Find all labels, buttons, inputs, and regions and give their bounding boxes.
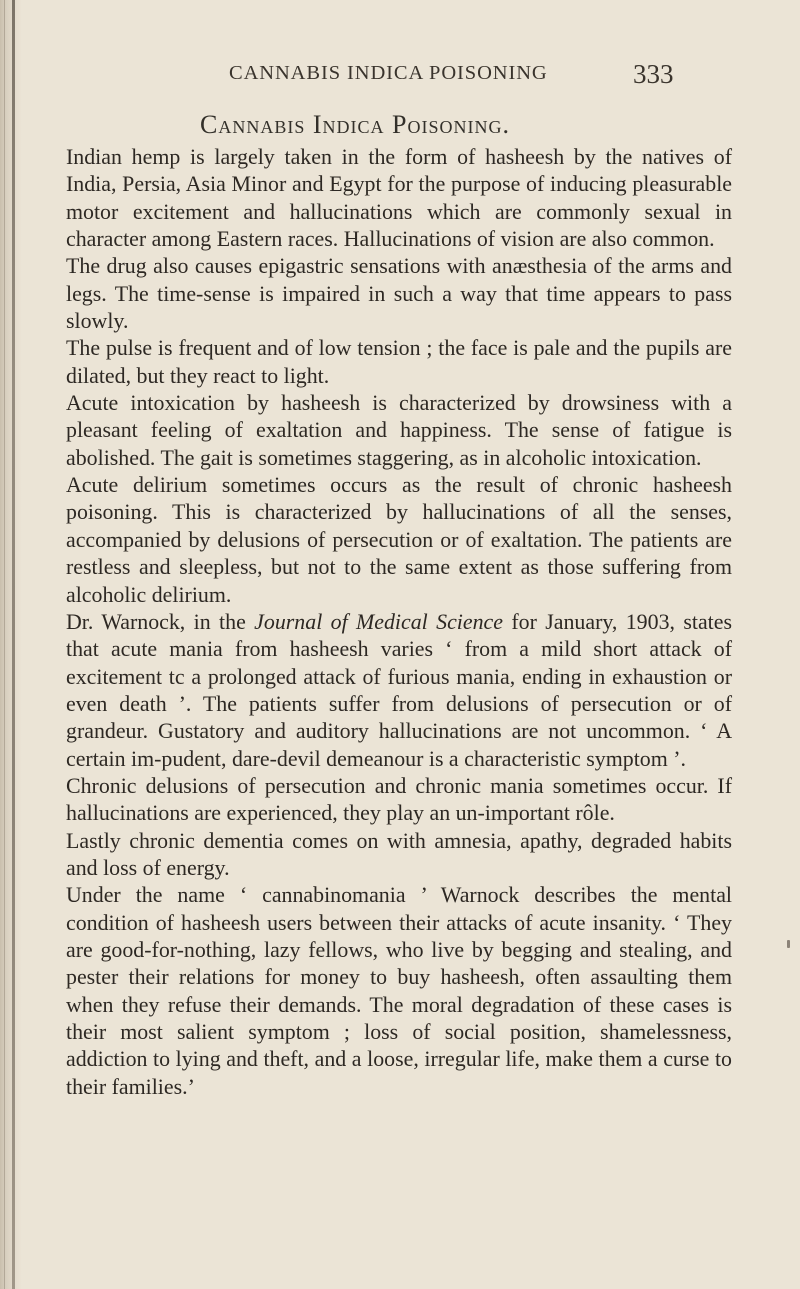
paragraph-acute-delirium: Acute delirium sometimes occurs as the result of chronic hasheesh poisoning. This is characterized by hallucinations of all the senses, accompanied by delusions of persecution or of exaltation. The patients are restless and sleepless, but not to the same extent as those suffering from alcoholic delirium. bbox=[66, 472, 732, 607]
warnock-text-before: Dr. Warnock, in the bbox=[66, 608, 255, 634]
binding-edge-line bbox=[4, 0, 5, 1289]
page-header bbox=[0, 0, 800, 100]
paragraph-epigastric: The drug also causes epigastric sensations with anæsthesia of the arms and legs. The time-sense is impaired in such a way that time appears to pass slowly. bbox=[66, 253, 732, 334]
body-text bbox=[66, 143, 732, 1100]
running-head: CANNABIS INDICA POISONING bbox=[229, 62, 548, 84]
binding-gutter-line bbox=[12, 0, 15, 1289]
journal-title: Journal of Medical Science bbox=[254, 608, 503, 634]
paragraph-pulse: The pulse is frequent and of low tension ; the face is pale and the pupils are dilated, but they react to light. bbox=[66, 335, 732, 388]
paragraph-chronic-delusions: Chronic delusions of persecution and chronic mania sometimes occur. If hallucinations are experienced, they play an un-important rôle. bbox=[66, 772, 732, 826]
margin-mark bbox=[787, 940, 790, 948]
paragraph-acute-intoxication: Acute intoxication by hasheesh is characterized by drowsiness with a pleasant feeling of exaltation and happiness. The sense of fatigue is abolished. The gait is sometimes staggering, as in alcoholic intoxication. bbox=[66, 390, 732, 470]
section-title: Cannabis Indica Poisoning. bbox=[200, 110, 510, 139]
paragraph-indian-hemp: Indian hemp is largely taken in the form of hasheesh by the natives of India, Persia, Asia Minor and Egypt for the purpose of inducing pleasurable motor excitement and hallucinations which are commonly sexual in character among Eastern races. Hallucinations of vision are also common. bbox=[66, 144, 732, 252]
warnock-text-after: for January, 1903, states that acute mania from hasheesh varies ‘ from a mild short attack of excitement tc a prolonged attack of furious mania, ending in exhaustion or even death ’. The patients suffer from delusions of persecution or of grandeur. Gustatory and auditory hallucinations are not uncommon. ‘ A certain im-pudent, dare-devil demeanour is a characteristic symptom ’. bbox=[66, 608, 732, 771]
paragraph-warnock bbox=[66, 608, 732, 772]
page-number: 333 bbox=[633, 59, 674, 89]
paragraph-cannabinomania: Under the name ‘ cannabinomania ’ Warnock describes the mental condition of hasheesh users between their attacks of acute insanity. ‘ They are good-for-nothing, lazy fellows, who live by begging and stealing, and pester their relations for money to buy hasheesh, often assaulting them when they refuse their demands. The moral degradation of these cases is their most salient symptom ; loss of social position, shamelessness, addiction to lying and theft, and a loose, irregular life, make them a curse to their families.’ bbox=[66, 882, 732, 1099]
paragraph-chronic-dementia: Lastly chronic dementia comes on with amnesia, apathy, degraded habits and loss of energy. bbox=[66, 827, 732, 880]
